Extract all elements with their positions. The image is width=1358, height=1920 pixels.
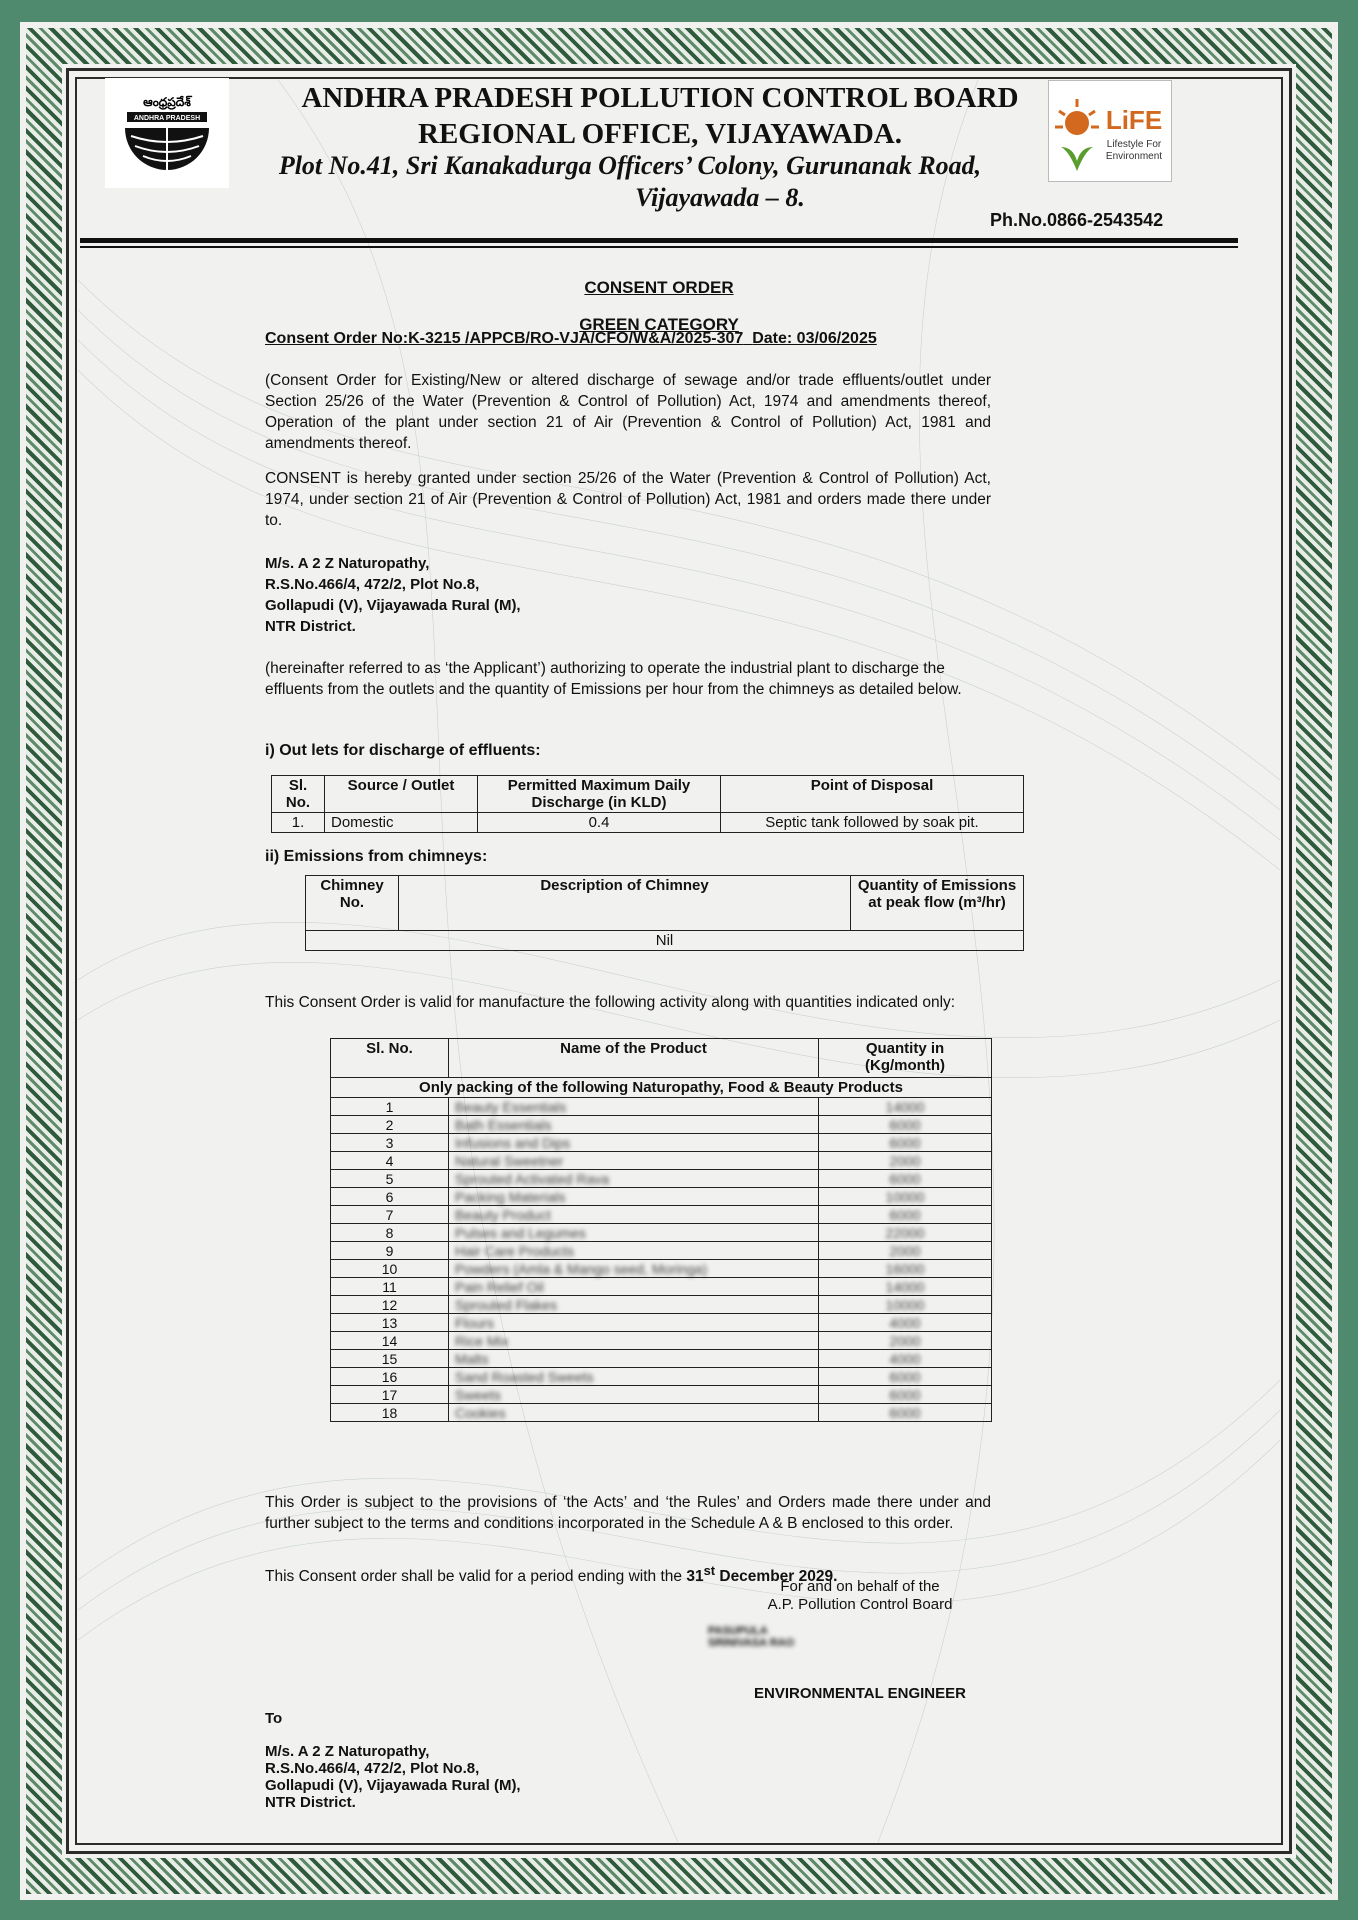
table-row bbox=[331, 1404, 992, 1422]
product-name: Sand Roasted Sweets bbox=[449, 1368, 819, 1386]
effluents-header-source: Source / Outlet bbox=[325, 776, 478, 813]
product-slno: 11 bbox=[331, 1278, 449, 1296]
product-name: Malts bbox=[449, 1350, 819, 1368]
product-name: Pulses and Legumes bbox=[449, 1224, 819, 1242]
effluents-cell: 0.4 bbox=[478, 813, 721, 833]
product-slno: 10 bbox=[331, 1260, 449, 1278]
product-slno: 7 bbox=[331, 1206, 449, 1224]
recipient-block bbox=[265, 1710, 521, 1811]
product-name: Pain Relief Oil bbox=[449, 1278, 819, 1296]
applicant-line3: Gollapudi (V), Vijayawada Rural (M), bbox=[265, 597, 521, 614]
product-quantity: 14000 bbox=[819, 1098, 992, 1116]
emissions-section-heading: ii) Emissions from chimneys: bbox=[265, 848, 488, 865]
product-name: Sprouted Flakes bbox=[449, 1296, 819, 1314]
digital-signature bbox=[708, 1625, 968, 1665]
product-quantity: 6000 bbox=[819, 1170, 992, 1188]
svg-text:ఆంధ్రప్రదేశ్: ఆంధ్రప్రదేశ్ bbox=[143, 95, 191, 109]
recipient-line1: M/s. A 2 Z Naturopathy, bbox=[265, 1743, 430, 1760]
order-date: Date: 03/06/2025 bbox=[752, 330, 877, 347]
product-quantity: 2000 bbox=[819, 1242, 992, 1260]
applicant-address bbox=[265, 553, 521, 637]
table-row bbox=[331, 1206, 992, 1224]
effluents-cell: Domestic bbox=[325, 813, 478, 833]
products-body bbox=[331, 1098, 992, 1422]
product-quantity: 14000 bbox=[819, 1278, 992, 1296]
applicant-line2: R.S.No.466/4, 472/2, Plot No.8, bbox=[265, 576, 480, 593]
product-slno: 14 bbox=[331, 1332, 449, 1350]
emissions-table bbox=[305, 875, 1024, 951]
recipient-line3: Gollapudi (V), Vijayawada Rural (M), bbox=[265, 1777, 521, 1794]
preamble-paragraph: (Consent Order for Existing/New or altered discharge of sewage and/or trade effluents/outlet under Section 25/26 of the Water (Prevention & Control of Pollution) Act, 1974 and amendments thereof, Operation of the plant under section 21 of Air (Prevention & Control of Pollution) Act, 1981 and amendments thereof. bbox=[265, 372, 991, 452]
product-quantity: 6000 bbox=[819, 1134, 992, 1152]
product-quantity: 22000 bbox=[819, 1224, 992, 1242]
effluents-header-discharge: Permitted Maximum Daily Discharge (in KLD) bbox=[478, 776, 721, 813]
products-table bbox=[330, 1038, 992, 1422]
validity-day: 31 bbox=[686, 1568, 704, 1586]
table-row bbox=[331, 1098, 992, 1116]
product-quantity: 2000 bbox=[819, 1332, 992, 1350]
address-line1: Plot No.41, Sri Kanakadurga Officers’ Colony, Gurunanak Road, bbox=[278, 151, 982, 180]
org-name: ANDHRA PRADESH POLLUTION CONTROL BOARD bbox=[301, 82, 1019, 114]
product-name: Hair Care Products bbox=[449, 1242, 819, 1260]
table-row bbox=[331, 1260, 992, 1278]
table-row bbox=[331, 1314, 992, 1332]
product-slno: 2 bbox=[331, 1116, 449, 1134]
consent-paragraph: CONSENT is hereby granted under section 25/26 of the Water (Prevention & Control of Pollution) Act, 1974, under section 21 of Air (Prevention & Control of Pollution) Act, 1981 and orders made there under to. bbox=[265, 470, 991, 529]
product-slno: 4 bbox=[331, 1152, 449, 1170]
table-row bbox=[331, 1170, 992, 1188]
table-row bbox=[331, 1368, 992, 1386]
product-quantity: 16000 bbox=[819, 1260, 992, 1278]
recipient-line4: NTR District. bbox=[265, 1794, 356, 1811]
product-slno: 17 bbox=[331, 1386, 449, 1404]
table-row bbox=[331, 1386, 992, 1404]
table-row bbox=[331, 1242, 992, 1260]
office-name: REGIONAL OFFICE, VIJAYAWADA. bbox=[418, 118, 902, 150]
product-slno: 18 bbox=[331, 1404, 449, 1422]
effluents-header-slno: Sl. No. bbox=[272, 776, 325, 813]
effluents-section-heading: i) Out lets for discharge of effluents: bbox=[265, 742, 541, 759]
authorization-paragraph: (hereinafter referred to as ‘the Applicant’) authorizing to operate the industrial plant to discharge the effluents from the outlets and the quantity of Emissions per hour from the chimneys as detailed below. bbox=[265, 660, 962, 698]
emissions-header-quantity: Quantity of Emissions at peak flow (m³/hr) bbox=[851, 876, 1024, 931]
table-row bbox=[306, 931, 1024, 951]
product-name: Beauty Product bbox=[449, 1206, 819, 1224]
order-number-line bbox=[265, 330, 877, 348]
category-title: GREEN CATEGORY bbox=[579, 315, 739, 334]
product-slno: 6 bbox=[331, 1188, 449, 1206]
product-name: Packing Materials bbox=[449, 1188, 819, 1206]
effluents-cell: 1. bbox=[272, 813, 325, 833]
product-name: Rice Mix bbox=[449, 1332, 819, 1350]
effluents-header-disposal: Point of Disposal bbox=[721, 776, 1024, 813]
product-quantity: 2000 bbox=[819, 1152, 992, 1170]
product-name: Natural Sweetner bbox=[449, 1152, 819, 1170]
product-slno: 12 bbox=[331, 1296, 449, 1314]
signature-name1: PASUPULA bbox=[708, 1625, 768, 1637]
product-name: Infusions and Dips bbox=[449, 1134, 819, 1152]
product-quantity: 6000 bbox=[819, 1404, 992, 1422]
signature-name2: SRINIVASA RAO bbox=[708, 1637, 795, 1649]
validity-rest: December 2029. bbox=[715, 1568, 838, 1586]
table-row bbox=[331, 1224, 992, 1242]
product-quantity: 6000 bbox=[819, 1116, 992, 1134]
svg-text:LiFE: LiFE bbox=[1105, 105, 1163, 135]
table-row bbox=[331, 1332, 992, 1350]
products-header-slno: Sl. No. bbox=[331, 1039, 449, 1078]
validity-prefix: This Consent order shall be valid for a period ending with the bbox=[265, 1568, 687, 1586]
signature-line2: A.P. Pollution Control Board bbox=[767, 1596, 953, 1613]
product-slno: 3 bbox=[331, 1134, 449, 1152]
table-row bbox=[272, 813, 1024, 833]
product-name: Bath Essentials bbox=[449, 1116, 819, 1134]
product-name: Flours bbox=[449, 1314, 819, 1332]
product-quantity: 4000 bbox=[819, 1314, 992, 1332]
product-slno: 16 bbox=[331, 1368, 449, 1386]
table-row bbox=[331, 1350, 992, 1368]
address-line2: Vijayawada – 8. bbox=[635, 183, 805, 212]
product-quantity: 10000 bbox=[819, 1296, 992, 1314]
products-header-quantity: Quantity in (Kg/month) bbox=[819, 1039, 992, 1078]
product-quantity: 6000 bbox=[819, 1386, 992, 1404]
order-number: Consent Order No:K-3215 /APPCB/RO-VJA/CFO/W&A/2025-307 bbox=[265, 330, 744, 347]
product-slno: 5 bbox=[331, 1170, 449, 1188]
svg-text:ANDHRA PRADESH: ANDHRA PRADESH bbox=[133, 115, 201, 122]
product-quantity: 10000 bbox=[819, 1188, 992, 1206]
table-row bbox=[331, 1152, 992, 1170]
svg-text:Lifestyle For: Lifestyle For bbox=[1106, 139, 1162, 150]
table-row bbox=[331, 1296, 992, 1314]
table-row bbox=[331, 1134, 992, 1152]
table-row bbox=[331, 1116, 992, 1134]
table-row bbox=[331, 1278, 992, 1296]
product-quantity: 4000 bbox=[819, 1350, 992, 1368]
recipient-line2: R.S.No.466/4, 472/2, Plot No.8, bbox=[265, 1760, 480, 1777]
document-title: CONSENT ORDER bbox=[584, 278, 734, 297]
product-name: Sprouted Activated Rava bbox=[449, 1170, 819, 1188]
product-quantity: 6000 bbox=[819, 1206, 992, 1224]
signatory-title: ENVIRONMENTAL ENGINEER bbox=[754, 1685, 966, 1702]
applicant-line4: NTR District. bbox=[265, 618, 356, 635]
appcb-logo bbox=[105, 78, 229, 188]
products-header-name: Name of the Product bbox=[449, 1039, 819, 1078]
validity-sup: st bbox=[703, 1563, 716, 1578]
product-name: Cookies bbox=[449, 1404, 819, 1422]
emissions-header-chimney: Chimney No. bbox=[306, 876, 399, 931]
product-name: Sweets bbox=[449, 1386, 819, 1404]
product-name: Beauty Essentials bbox=[449, 1098, 819, 1116]
table-row bbox=[331, 1188, 992, 1206]
product-name: Powders (Amla & Mango seed, Moringa) bbox=[449, 1260, 819, 1278]
product-slno: 13 bbox=[331, 1314, 449, 1332]
product-quantity: 6000 bbox=[819, 1368, 992, 1386]
effluents-cell: Septic tank followed by soak pit. bbox=[721, 813, 1024, 833]
products-subheader: Only packing of the following Naturopathy, Food & Beauty Products bbox=[331, 1078, 992, 1098]
applicant-line1: M/s. A 2 Z Naturopathy, bbox=[265, 555, 430, 572]
header-rule-thin bbox=[80, 246, 1238, 248]
signature-line1: For and on behalf of the bbox=[780, 1578, 940, 1595]
phone-number: Ph.No.0866-2543542 bbox=[990, 210, 1164, 230]
to-label: To bbox=[265, 1710, 283, 1727]
effluents-table bbox=[271, 775, 1024, 833]
product-slno: 1 bbox=[331, 1098, 449, 1116]
provisions-paragraph: This Order is subject to the provisions of ‘the Acts’ and ‘the Rules’ and Orders made there under and further subject to the terms and conditions incorporated in the Schedule A & B enclosed to this order. bbox=[265, 1494, 991, 1532]
svg-text:Environment: Environment bbox=[1105, 151, 1163, 162]
header-title bbox=[240, 80, 1080, 152]
product-slno: 9 bbox=[331, 1242, 449, 1260]
header-address bbox=[240, 150, 1020, 214]
activity-paragraph: This Consent Order is valid for manufacture the following activity along with quantities indicated only: bbox=[265, 994, 956, 1011]
emissions-header-description: Description of Chimney bbox=[399, 876, 851, 931]
header-rule-thick bbox=[80, 238, 1238, 243]
product-slno: 15 bbox=[331, 1350, 449, 1368]
signature-block bbox=[700, 1578, 1020, 1614]
emissions-value: Nil bbox=[306, 931, 1024, 951]
product-slno: 8 bbox=[331, 1224, 449, 1242]
life-logo bbox=[1048, 80, 1172, 182]
